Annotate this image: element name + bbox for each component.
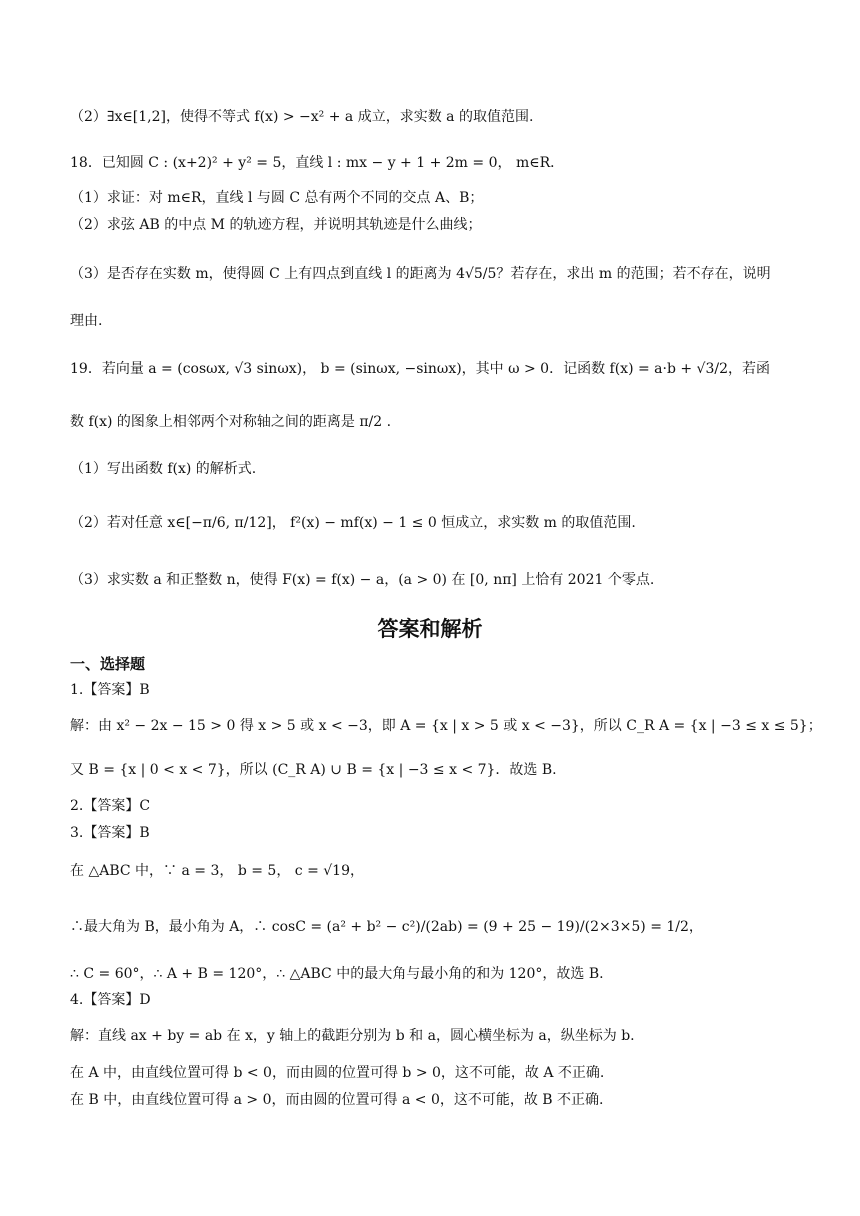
answer-1-line2: 又 B = {x | 0 < x < 7}，所以 (C_R A) ∪ B = {x | −3 ≤ x < 7}．故选 B. [70, 762, 557, 778]
answer-1-line1: 解：由 x² − 2x − 15 > 0 得 x > 5 或 x < −3，即 A = {x | x > 5 或 x < −3}，所以 C_R A = {x | −3 ≤ x ≤ 5}； [70, 718, 822, 734]
q19-part2: （2）若对任意 x∈[−π/6, π/12]， f²(x) − mf(x) − 1 ≤ 0 恒成立，求实数 m 的取值范围. [70, 515, 636, 531]
q18-stem: 18．已知圆 C : (x+2)² + y² = 5，直线 l : mx − y + 1 + 2m = 0， m∈R． [70, 155, 565, 171]
q19-part1: （1）写出函数 f(x) 的解析式. [70, 461, 257, 477]
answer-3-label: 3.【答案】B [70, 825, 150, 841]
answer-4-label: 4.【答案】D [70, 992, 151, 1008]
q19-part3: （3）求实数 a 和正整数 n，使得 F(x) = f(x) − a，(a > 0) 在 [0, nπ] 上恰有 2021 个零点. [70, 572, 655, 588]
answer-3-line3: ∴ C = 60°，∴ A + B = 120°，∴ △ABC 中的最大角与最小角的和为 120°，故选 B. [70, 966, 604, 982]
q18-part3-line1: （3）是否存在实数 m，使得圆 C 上有四点到直线 l 的距离为 4√5/5？若存在，求出 m 的范围；若不存在，说明 [70, 266, 771, 282]
section-heading: 一、选择题 [70, 655, 146, 673]
answer-3-line1: 在 △ABC 中，∵ a = 3， b = 5， c = √19， [70, 863, 364, 879]
answer-1-label: 1.【答案】B [70, 682, 150, 698]
answers-title: 答案和解析 [377, 617, 483, 641]
q18-part1: （1）求证：对 m∈R，直线 l 与圆 C 总有两个不同的交点 A、B； [70, 190, 484, 206]
answer-4-line3: 在 B 中，由直线位置可得 a > 0，而由圆的位置可得 a < 0，这不可能，故 B 不正确. [70, 1092, 604, 1108]
q19-stem-line2: 数 f(x) 的图象上相邻两个对称轴之间的距离是 π/2 . [70, 414, 392, 430]
q19-stem-line1: 19．若向量 a = (cosωx, √3 sinωx)， b = (sinωx, −sinωx)，其中 ω > 0．记函数 f(x) = a·b + √3/2，若函 [70, 361, 771, 377]
answer-4-line1: 解：直线 ax + by = ab 在 x，y 轴上的截距分别为 b 和 a，圆心横坐标为 a，纵坐标为 b. [70, 1028, 635, 1044]
q17-part2: （2）∃x∈[1,2]，使得不等式 f(x) > −x² + a 成立，求实数 a 的取值范围. [70, 109, 534, 125]
q18-part3-line2: 理由. [70, 313, 103, 329]
answer-4-line2: 在 A 中，由直线位置可得 b < 0，而由圆的位置可得 b > 0，这不可能，故 A 不正确. [70, 1065, 605, 1081]
q18-part2: （2）求弦 AB 的中点 M 的轨迹方程，并说明其轨迹是什么曲线； [70, 217, 482, 233]
answer-2-label: 2.【答案】C [70, 798, 151, 814]
answer-3-line2: ∴最大角为 B，最小角为 A，∴ cosC = (a² + b² − c²)/(2ab) = (9 + 25 − 19)/(2×3×5) = 1/2， [70, 919, 703, 935]
